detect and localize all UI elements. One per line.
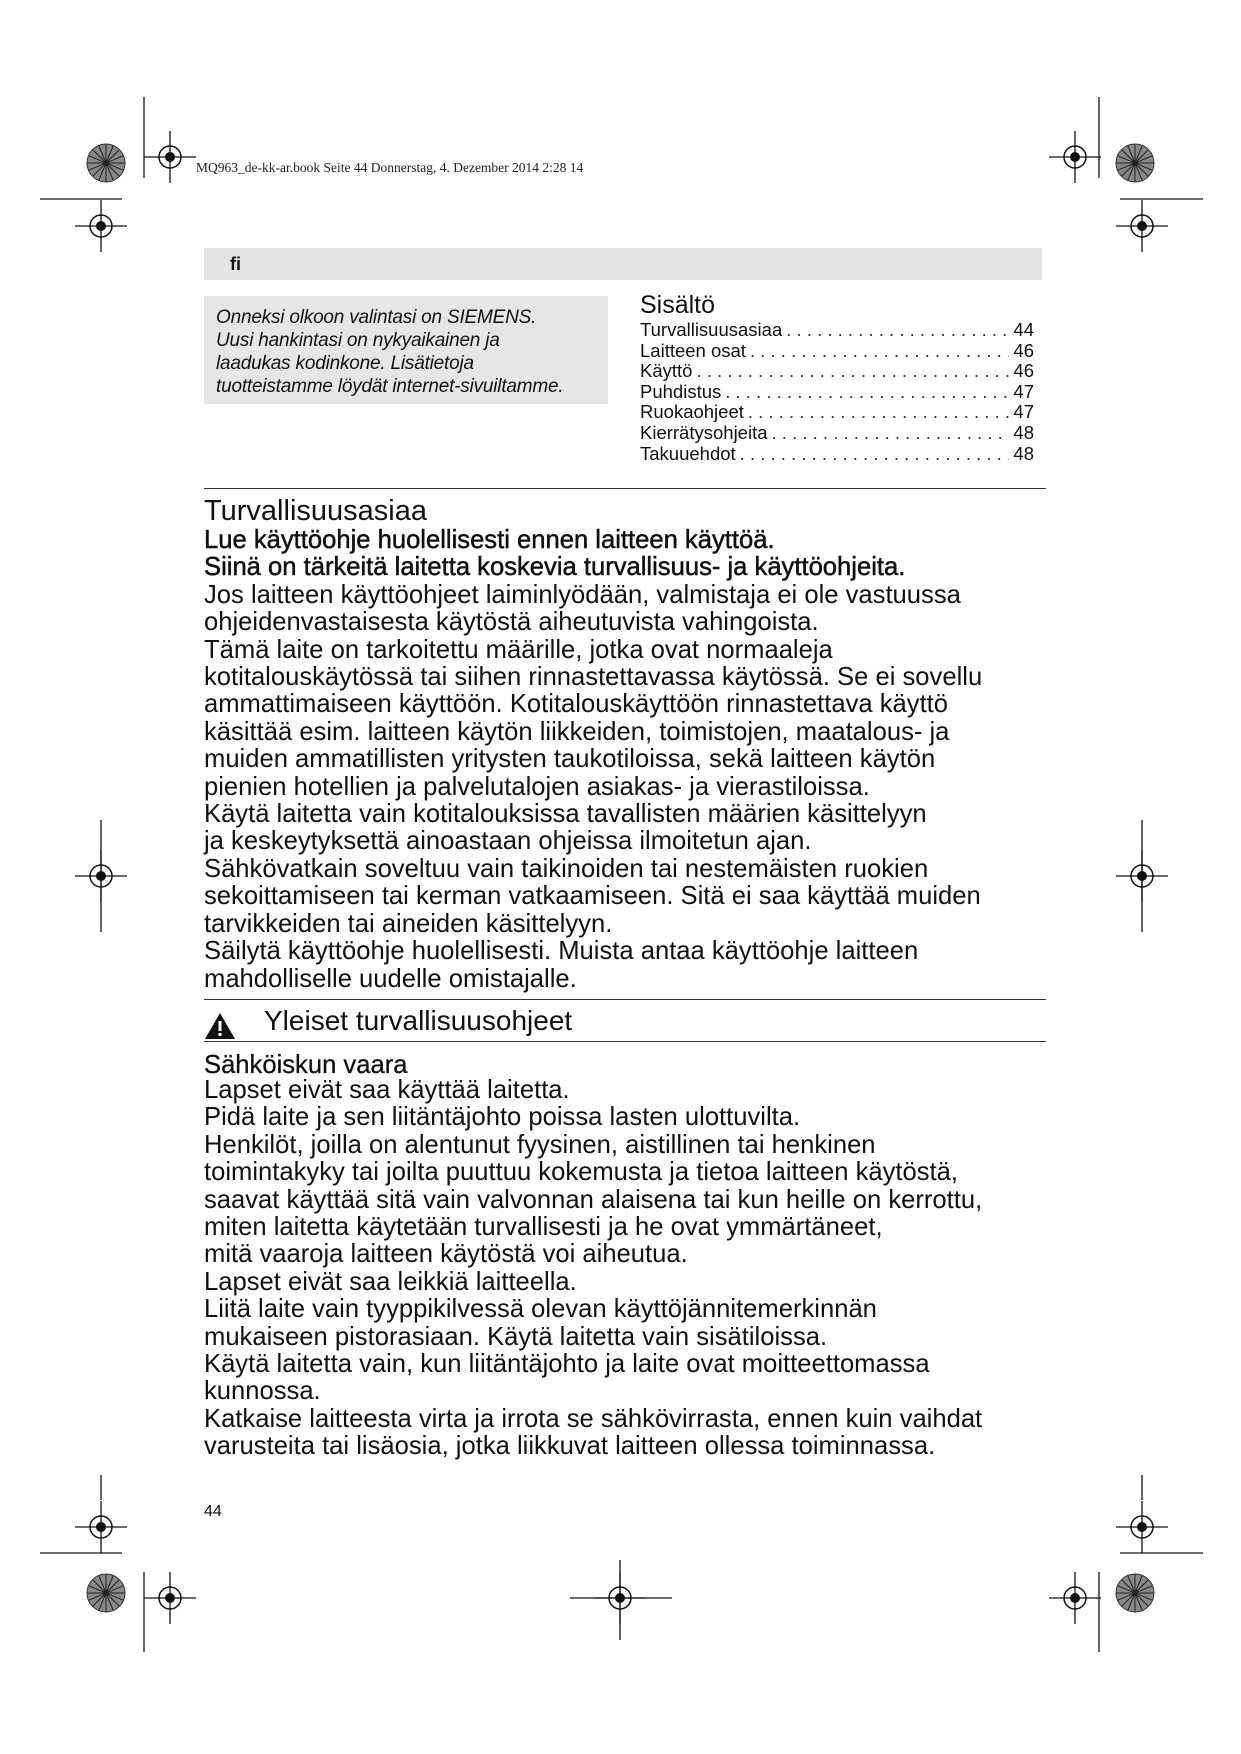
hazard-line: Katkaise laitteesta virta ja irrota se sähkövirrasta, ennen kuin vaihdat: [204, 1404, 983, 1433]
intro-line: Jos laitteen käyttöohjeet laiminlyödään, valmistaja ei ole vastuussa: [204, 580, 961, 609]
warning-divider-top: [204, 999, 1046, 1000]
hazard-line: toimintakyky tai joilta puuttuu kokemusta ja tietoa laitteen käytöstä,: [204, 1158, 958, 1187]
intro-text: [204, 527, 1054, 993]
hazard-text: [204, 1077, 1054, 1461]
intro-line: sekoittamiseen tai kerman vatkaamiseen. Sitä ei saa käyttää muiden: [204, 882, 981, 911]
hazard-line: kunnossa.: [204, 1377, 321, 1406]
section-divider: [204, 488, 1046, 489]
hazard-line: Käytä laitetta vain, kun liitäntäjohto ja laite ovat moitteettomassa: [204, 1350, 930, 1379]
toc-entry[interactable]: [640, 361, 1034, 382]
toc-entry[interactable]: [640, 402, 1034, 423]
toc-entry-label: Laitteen osat: [640, 339, 746, 361]
promo-line: laadukas kodinkone. Lisätietoja: [216, 353, 474, 374]
hazard-line: Henkilöt, joilla on alentunut fyysinen, aistillinen tai henkinen: [204, 1130, 876, 1159]
toc-entry-page: 46: [1013, 360, 1034, 382]
hazard-line: miten laitetta käytetään turvallisesti ja he ovat ymmärtäneet,: [204, 1213, 883, 1242]
warning-heading-text: Yleiset turvallisuusohjeet: [264, 1005, 573, 1036]
toc-entry-page: 48: [1013, 421, 1034, 443]
hazard-line: Liitä laite vain tyyppikilvessä olevan käyttöjännitemerkinnän: [204, 1295, 877, 1324]
toc-entry-page: 47: [1013, 380, 1034, 402]
toc-entry[interactable]: [640, 341, 1034, 362]
toc-entry[interactable]: [640, 382, 1034, 403]
promo-line: Onneksi olkoon valintasi on SIEMENS.: [216, 307, 537, 328]
toc-entry-label: Kierrätysohjeita: [640, 421, 768, 443]
intro-bold-line: Siinä on tärkeitä laitetta koskevia turvallisuus- ja käyttöohjeita.: [204, 553, 906, 582]
toc-title: Sisältö: [640, 291, 716, 319]
intro-line: muiden ammatillisten yritysten taukotiloissa, sekä laitteen käytön: [204, 745, 936, 774]
toc-entry-label: Takuuehdot: [640, 442, 736, 464]
hazard-line: varusteita tai lisäosia, jotka liikkuvat laitteen ollessa toiminnassa.: [204, 1432, 936, 1461]
toc-entry-page: 46: [1013, 339, 1034, 361]
toc-entry-page: 48: [1013, 442, 1034, 464]
intro-line: pienien hotellien ja palvelutalojen asiakas- ja vierastiloissa.: [204, 772, 870, 801]
language-bar: [204, 248, 1042, 280]
intro-line: kotitalouskäytössä tai siihen rinnastettavassa käytössä. Se ei sovellu: [204, 663, 983, 692]
hazard-line: mitä vaaroja laitteen käytöstä voi aiheutua.: [204, 1240, 688, 1269]
toc-entry-label: Ruokaohjeet: [640, 401, 744, 423]
toc-entry[interactable]: [640, 423, 1034, 444]
hazard-line: Lapset eivät saa leikkiä laitteella.: [204, 1267, 577, 1296]
hazard-line: Lapset eivät saa käyttää laitetta.: [204, 1076, 570, 1104]
toc-entry-label: Puhdistus: [640, 380, 722, 402]
promo-line: tuotteistamme löydät internet-sivuiltamme.: [216, 376, 564, 397]
hazard-line: saavat käyttää sitä vain valvonnan alaisena tai kun heille on kerrottu,: [204, 1185, 983, 1214]
hazard-line: Pidä laite ja sen liitäntäjohto poissa lasten ulottuvilta.: [204, 1103, 801, 1132]
intro-line: tarvikkeiden tai aineiden käsittelyyn.: [204, 909, 613, 938]
toc-entry[interactable]: [640, 320, 1034, 341]
intro-line: Tämä laite on tarkoitettu määrille, jotka ovat normaaleja: [204, 635, 833, 664]
intro-bold-line: Lue käyttöohje huolellisesti ennen laitteen käyttöä.: [204, 526, 775, 554]
toc-entry-page: 47: [1013, 401, 1034, 423]
page-number: 44: [204, 1503, 222, 1520]
intro-line: mahdolliselle uudelle omistajalle.: [204, 964, 577, 993]
promo-box: [204, 296, 608, 404]
language-code: fi: [230, 254, 241, 274]
toc-entry-page: 44: [1013, 319, 1034, 340]
table-of-contents: [640, 290, 1034, 464]
intro-line: Käytä laitetta vain kotitalouksissa tavallisten määrien käsittelyyn: [204, 800, 927, 829]
section-title: Turvallisuusasiaa: [204, 495, 427, 527]
toc-entry-label: Käyttö: [640, 360, 693, 382]
intro-line: käsittää esim. laitteen käytön liikkeiden, toimistojen, maatalous- ja: [204, 717, 950, 746]
intro-line: ohjeidenvastaisesta käytöstä aiheutuvista vahingoista.: [204, 608, 819, 637]
intro-line: Säilytä käyttöohje huolellisesti. Muista antaa käyttöohje laitteen: [204, 937, 919, 966]
warning-divider-bottom: [204, 1041, 1046, 1042]
warning-triangle-icon: [204, 1012, 236, 1040]
toc-entry-label: Turvallisuusasiaa: [640, 319, 783, 340]
intro-line: ja keskeytyksettä ainoastaan ohjeissa ilmoitetun ajan.: [204, 827, 812, 856]
hazard-title: Sähköiskun vaara: [204, 1051, 408, 1079]
color-wheel-icon: [87, 144, 125, 182]
toc-entry[interactable]: [640, 444, 1034, 465]
hazard-line: mukaiseen pistorasiaan. Käytä laitetta vain sisätiloissa.: [204, 1322, 828, 1351]
promo-line: Uusi hankintasi on nykyaikainen ja: [216, 330, 500, 351]
intro-line: ammattimaiseen käyttöön. Kotitalouskäyttöön rinnastettava käyttö: [204, 690, 949, 719]
print-header: MQ963_de-kk-ar.book Seite 44 Donnerstag, 4. Dezember 2014 2:28 14: [196, 160, 584, 175]
intro-line: Sähkövatkain soveltuu vain taikinoiden tai nestemäisten ruokien: [204, 854, 929, 883]
